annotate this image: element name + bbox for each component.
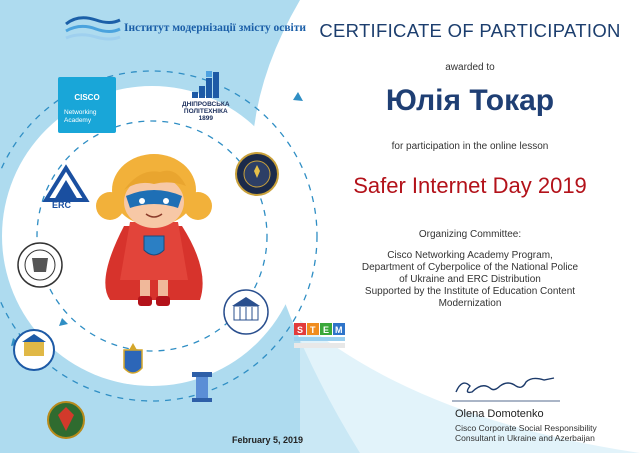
academy-emblem-icon xyxy=(48,402,84,438)
cisco-networking-academy-logo xyxy=(58,77,116,133)
organizing-committee-list xyxy=(300,250,640,286)
dnipro-polytechnic-text xyxy=(182,101,230,122)
cisco-sub-text xyxy=(64,109,114,125)
organizing-line: Department of Cyberpolice of the National Police xyxy=(361,262,579,273)
organizing-line: Cisco Networking Academy Program, xyxy=(387,250,553,261)
svg-text:E: E xyxy=(323,325,330,335)
svg-text:M: M xyxy=(335,325,343,335)
college-emblem-icon xyxy=(14,330,54,370)
certificate-title: CERTIFICATE OF PARTICIPATION xyxy=(319,20,621,41)
cyberpolice-emblem-icon xyxy=(236,153,278,195)
signer-title-line: Consultant in Ukraine and Azerbaijan xyxy=(455,433,595,443)
supported-line: Modernization xyxy=(438,298,502,309)
recipient-name: Юлія Токар xyxy=(385,84,555,117)
cisco-brand-text: CISCO xyxy=(74,93,100,102)
university-seal-icon xyxy=(18,243,62,287)
supported-line: Supported by the Institute of Education Content xyxy=(364,286,576,297)
institute-name: Інститут модернізації змісту освіти xyxy=(124,22,307,34)
cisco-sub-line: Academy xyxy=(64,117,92,124)
event-name: Safer Internet Day 2019 xyxy=(353,173,587,198)
svg-text:S: S xyxy=(297,325,304,335)
organizing-committee-heading: Organizing Committee: xyxy=(418,229,522,240)
state-university-seal-icon xyxy=(224,290,268,334)
poly-line: 1899 xyxy=(198,115,214,122)
poly-line: ПОЛІТЕХНІКА xyxy=(183,108,228,115)
signer-title xyxy=(455,423,597,443)
svg-text:T: T xyxy=(310,325,316,335)
signer-name: Olena Domotenko xyxy=(455,408,544,420)
cisco-sub-line: Networking xyxy=(64,109,97,116)
supported-by-text xyxy=(300,286,640,310)
signer-title-line: Cisco Corporate Social Responsibility xyxy=(455,423,597,433)
awarded-to-label: awarded to xyxy=(445,62,495,73)
organizing-line: of Ukraine and ERC Distribution xyxy=(399,274,541,285)
erc-logo-text: ERC xyxy=(52,200,72,210)
participation-text: for participation in the online lesson xyxy=(391,141,549,152)
certificate-date: February 5, 2019 xyxy=(232,435,304,445)
poly-line: ДНІПРОВСЬКА xyxy=(182,101,230,108)
signature-icon xyxy=(456,378,554,392)
stem-logo-icon xyxy=(294,323,354,363)
